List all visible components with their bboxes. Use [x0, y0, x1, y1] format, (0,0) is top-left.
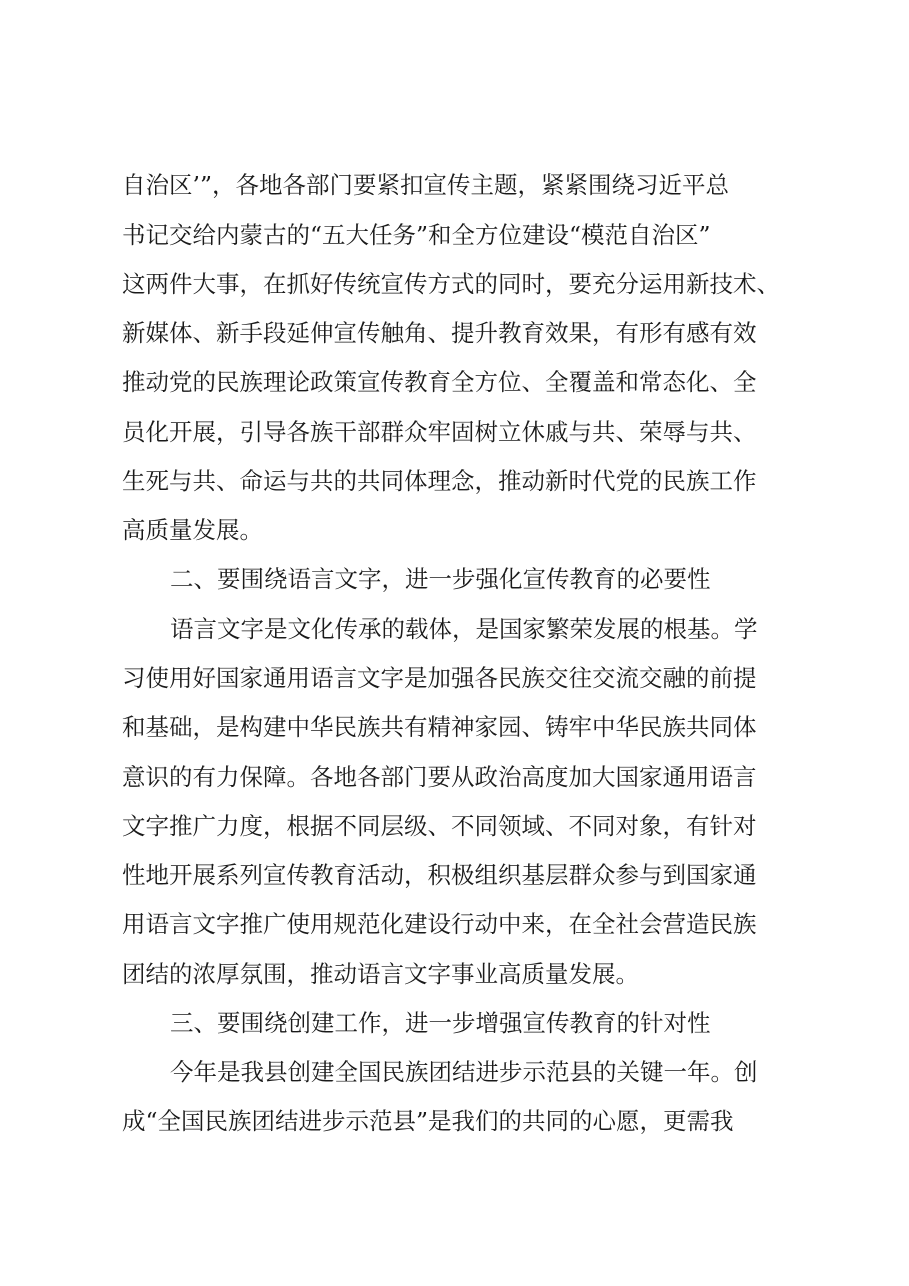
text-line: 书记交给内蒙古的“五大任务”和全方位建设“模范自治区”: [122, 221, 711, 249]
text-line: 推动党的民族理论政策宣传教育全方位、全覆盖和常态化、全: [122, 368, 757, 396]
text-line: 新媒体、新手段延伸宣传触角、提升教育效果，有形有感有效: [122, 319, 757, 347]
text-line: 自治区’”，各地各部门要紧扣宣传主题，紧紧围绕习近平总: [122, 171, 729, 199]
text-line: 团结的浓厚氛围，推动语言文字事业高质量发展。: [122, 960, 639, 988]
text-line: 语言文字是文化传承的载体，是国家繁荣发展的根基。学: [170, 615, 758, 643]
text-line: 生死与共、命运与共的共同体理念，推动新时代党的民族工作: [122, 467, 757, 495]
text-line: 成“全国民族团结进步示范县”是我们的共同的心愿，更需我: [122, 1107, 734, 1135]
section-heading-2: 二、要围绕语言文字，进一步强化宣传教育的必要性: [170, 565, 711, 593]
text-line: 这两件大事，在抓好传统宣传方式的同时，要充分运用新技术、: [122, 270, 780, 298]
text-line: 员化开展，引导各族干部群众牢固树立休戚与共、荣辱与共、: [122, 418, 757, 446]
text-line: 用语言文字推广使用规范化建设行动中来，在全社会营造民族: [122, 910, 757, 938]
text-line: 文字推广力度，根据不同层级、不同领域、不同对象，有针对: [122, 812, 757, 840]
text-line: 高质量发展。: [122, 516, 263, 544]
section-heading-3: 三、要围绕创建工作，进一步增强宣传教育的针对性: [170, 1009, 711, 1037]
text-line: 习使用好国家通用语言文字是加强各民族交往交流交融的前提: [122, 664, 757, 692]
text-line: 和基础，是构建中华民族共有精神家园、铸牢中华民族共同体: [122, 713, 757, 741]
text-line: 意识的有力保障。各地各部门要从政治高度加大国家通用语言: [122, 763, 757, 791]
text-line: 今年是我县创建全国民族团结进步示范县的关键一年。创: [170, 1058, 758, 1086]
text-line: 性地开展系列宣传教育活动，积极组织基层群众参与到国家通: [122, 861, 757, 889]
